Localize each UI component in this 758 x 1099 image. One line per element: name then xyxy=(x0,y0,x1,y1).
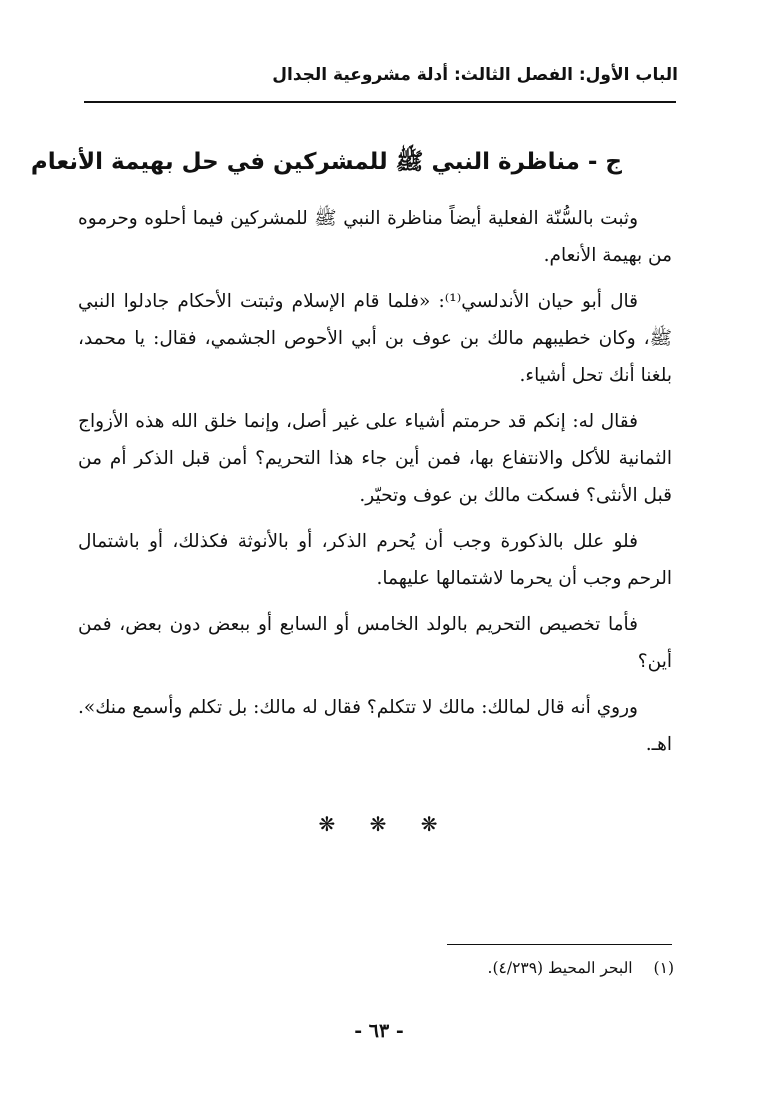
running-header: الباب الأول: الفصل الثالث: أدلة مشروعية الجدال xyxy=(272,65,678,85)
paragraph: فقال له: إنكم قد حرمتم أشياء على غير أصل، وإنما خلق الله هذه الأزواج الثمانية للأكل والانتفاع بها، فمن أين جاء هذا التحريم؟ أمن قبل الذكر أم من قبل الأنثى؟ فسكت مالك بن عوف وتحيّر. xyxy=(78,411,672,506)
footnote-number: (١) xyxy=(653,959,674,977)
star-ornament-icon: ❋ xyxy=(369,812,389,836)
paragraph: فأما تخصيص التحريم بالولد الخامس أو السابع أو ببعض دون بعض، فمن أين؟ xyxy=(78,614,672,672)
paragraph: وروي أنه قال لمالك: مالك لا تتكلم؟ فقال له مالك: بل تكلم وأسمع منك». اهـ. xyxy=(78,697,672,755)
footnote xyxy=(274,955,674,981)
paragraph: وثبت بالسُّنّة الفعلية أيضاً مناظرة النبي ﷺ للمشركين فيما أحلوه وحرموه من بهيمة الأنعام. xyxy=(78,208,672,266)
footnote-divider xyxy=(447,944,672,945)
section-separator xyxy=(0,812,758,836)
star-ornament-icon: ❋ xyxy=(318,812,338,836)
paragraph: فلو علل بالذكورة وجب أن يُحرم الذكر، أو بالأنوثة فكذلك، أو باشتمال الرحم وجب أن يحرما لاشتمالها عليهما. xyxy=(78,531,672,589)
star-ornament-icon: ❋ xyxy=(420,812,440,836)
header-divider xyxy=(84,101,676,103)
body-text xyxy=(78,200,672,772)
paragraph: قال أبو حيان الأندلسي⁽¹⁾: «فلما قام الإسلام وثبتت الأحكام جادلوا النبي ﷺ، وكان خطيبهم مالك بن عوف بن أبي الأحوص الجشمي، فقال: يا محمد، بلغنا أنك تحل أشياء. xyxy=(78,291,672,386)
section-title: ج - مناظرة النبي ﷺ للمشركين في حل بهيمة الأنعام xyxy=(30,149,622,175)
footnote-text: البحر المحيط (٤/٢٣٩). xyxy=(487,959,633,977)
page-number: - ٦٣ - xyxy=(354,1020,404,1042)
